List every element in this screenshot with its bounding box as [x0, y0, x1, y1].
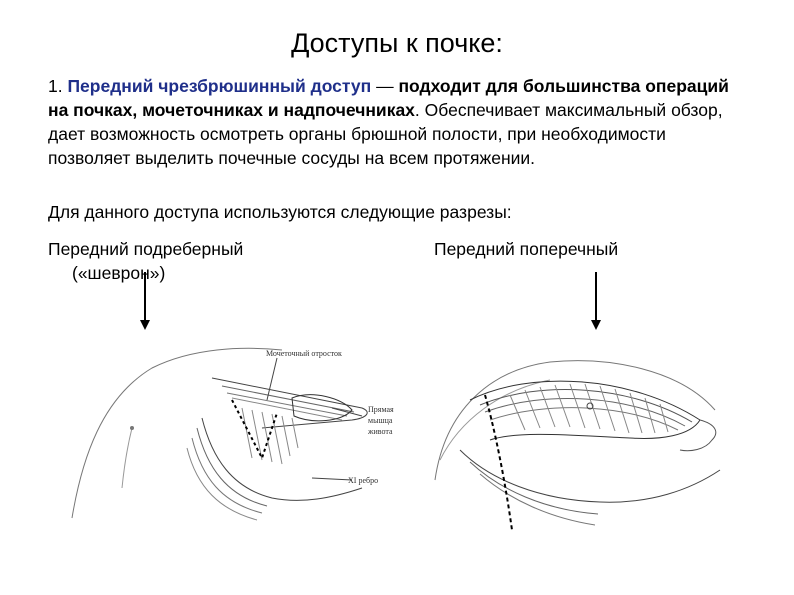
- illustration-transverse-incision: [430, 340, 730, 535]
- access-name-highlight: Передний чрезбрюшинный доступ: [67, 76, 372, 96]
- incision-label-transverse: Передний поперечный: [434, 239, 619, 259]
- incision-subcostal-line1: Передний подреберный: [48, 239, 244, 259]
- label-rectus-line2: мышца: [368, 416, 393, 425]
- paragraph-dash: —: [371, 76, 399, 96]
- arrow-left-head: [140, 320, 150, 330]
- paragraph-incisions-intro: Для данного доступа используются следующие разрезы:: [48, 202, 512, 222]
- paragraph-number: 1.: [48, 76, 68, 96]
- label-rib: XI ребро: [348, 476, 379, 485]
- label-rectus-muscle: [368, 404, 394, 437]
- label-rectus-line3: живота: [368, 427, 393, 436]
- slide-title: Доступы к почке:: [291, 28, 503, 58]
- arrow-right-head: [591, 320, 601, 330]
- paragraph-rest: . Обеспечивает максимальный обзор, дает возможность осмотреть органы брюшной полости, при необходимости позволяет выделить почечные сосуды на всем протяжении.: [48, 100, 723, 168]
- label-ureter: Мочеточный отросток: [266, 349, 342, 358]
- access-indication-bold: подходит для большинства операций на почках, мочеточниках и надпочечниках: [48, 76, 729, 120]
- illustration-subcostal-incision: [62, 338, 402, 528]
- label-rectus-line1: Прямая: [368, 405, 394, 414]
- incision-subcostal-line2: («шеврон»): [72, 263, 166, 283]
